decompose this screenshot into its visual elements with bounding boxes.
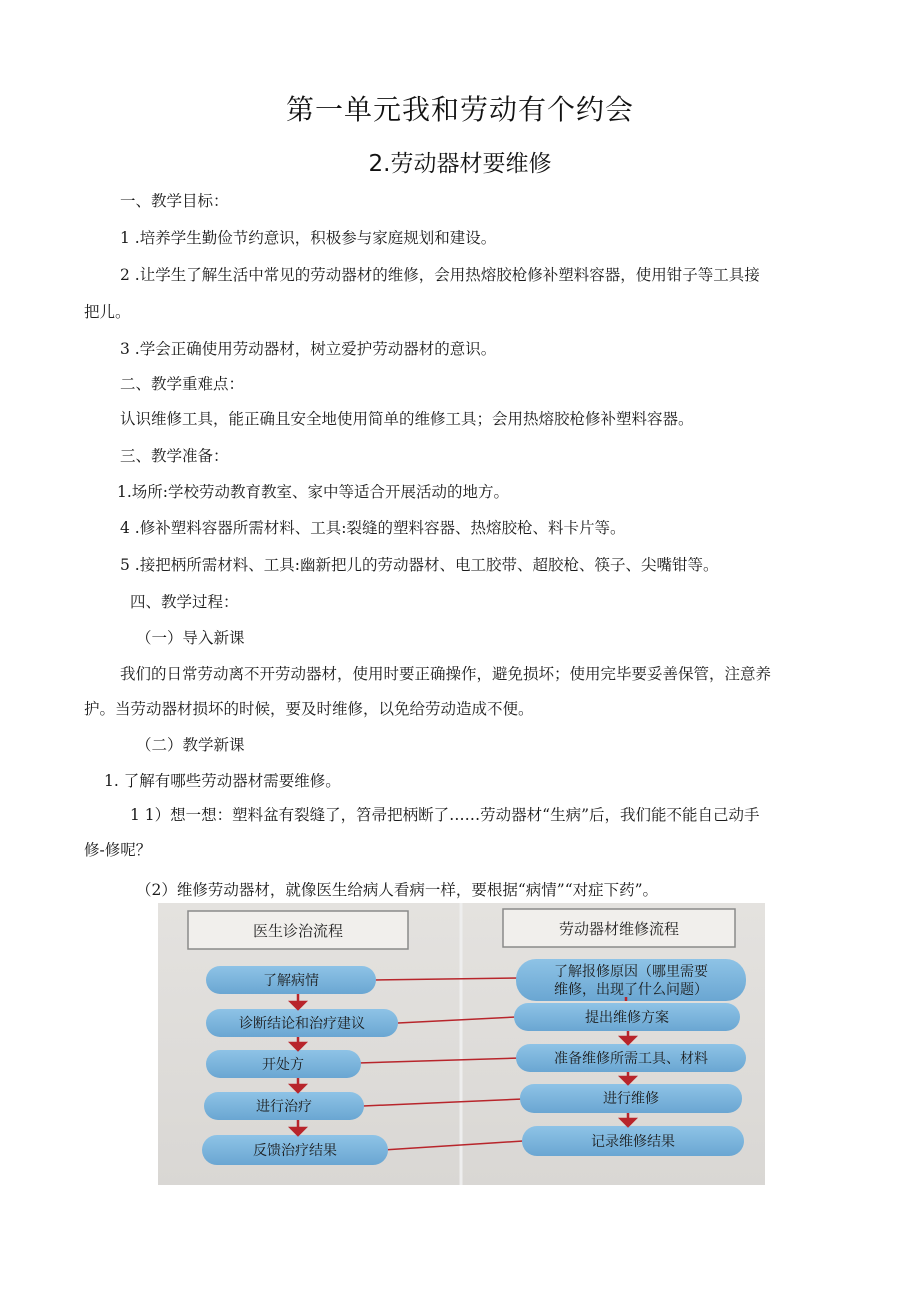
right-arrow-4 <box>621 1119 635 1126</box>
left-header: 医生诊治流程 <box>252 922 344 940</box>
intro-line-1: 我们的日常劳动离不开劳动器材，使用时要正确操作，避免损坏；使用完毕要妥善保管，注意养 <box>120 665 772 683</box>
left-step-4: 进行治疗 <box>256 1099 312 1115</box>
right-step-1-line-2: 维修，出现了什么问题） <box>554 982 708 998</box>
prep-5: 5 .接把柄所需材料、工具:幽新把儿的劳动器材、电工胶带、超胶枪、筷子、尖嘴钳等。 <box>120 556 719 574</box>
connector-3 <box>358 1058 520 1063</box>
page-title: 第一单元我和劳动有个约会 <box>285 93 634 126</box>
goal-2-line-2: 把儿。 <box>84 303 131 321</box>
left-step-5: 反馈治疗结果 <box>253 1143 337 1159</box>
connector-4 <box>363 1099 523 1106</box>
left-step-3: 开处方 <box>262 1057 304 1073</box>
prep-heading: 三、教学准备： <box>120 447 229 465</box>
left-arrow-1 <box>291 1002 305 1009</box>
left-step-1: 了解病情 <box>263 973 319 989</box>
item-1-2: （2）维修劳动器材，就像医生给病人看病一样，要根据“病情”“对症下药”。 <box>136 881 659 899</box>
right-step-4: 进行维修 <box>603 1091 659 1107</box>
left-arrow-2 <box>291 1043 305 1050</box>
item-1: 1. 了解有哪些劳动器材需要维修。 <box>104 772 341 790</box>
lesson-title: 2.劳动器材要维修 <box>368 151 552 177</box>
flowchart-diagram <box>158 903 765 1185</box>
item-1-1-line-2: 修-修呢？ <box>84 841 152 859</box>
left-arrow-3 <box>291 1085 305 1092</box>
left-step-2: 诊断结论和治疗建议 <box>239 1016 365 1032</box>
key-heading: 二、教学重难点： <box>120 375 245 393</box>
key-text: 认识维修工具，能正确且安全地使用简单的维修工具；会用热熔胶枪修补塑料容器。 <box>120 410 694 428</box>
process-heading: 四、教学过程： <box>130 593 239 611</box>
goal-3: 3 .学会正确使用劳动器材，树立爱护劳动器材的意识。 <box>120 340 497 358</box>
right-step-5: 记录维修结果 <box>591 1134 675 1150</box>
prep-1: 1.场所:学校劳动教育教室、家中等适合开展活动的地方。 <box>117 483 510 501</box>
right-step-3: 准备维修所需工具、材料 <box>554 1051 708 1067</box>
goal-1: 1 .培养学生勤俭节约意识，积极参与家庭规划和建设。 <box>120 229 497 247</box>
item-1-1-line-1: 1 1）想一想：塑料盆有裂缝了，笤帚把柄断了……劳动器材“生病”后，我们能不能自己动手 <box>130 806 760 824</box>
connector-lines <box>358 978 523 1150</box>
intro-line-2: 护。当劳动器材损坏的时候，要及时维修，以免给劳动造成不便。 <box>84 700 534 718</box>
right-arrow-3 <box>621 1077 635 1084</box>
right-header: 劳动器材维修流程 <box>558 920 680 938</box>
connector-1 <box>373 978 520 980</box>
connector-2 <box>398 1017 516 1023</box>
new-heading: （二）教学新课 <box>136 736 245 754</box>
flowchart-photo <box>158 903 765 1185</box>
right-step-1-line-1: 了解报修原因（哪里需要 <box>554 964 708 980</box>
prep-4: 4 .修补塑料容器所需材料、工具:裂缝的塑料容器、热熔胶枪、料卡片等。 <box>120 519 626 537</box>
goals-heading: 一、教学目标： <box>120 192 229 210</box>
right-step-2: 提出维修方案 <box>585 1010 669 1026</box>
connector-5 <box>383 1141 523 1150</box>
intro-heading: （一）导入新课 <box>136 629 245 647</box>
left-arrow-4 <box>291 1128 305 1135</box>
goal-2-line-1: 2 .让学生了解生活中常见的劳动器材的维修，会用热熔胶枪修补塑料容器，使用钳子等工具接 <box>120 266 760 284</box>
right-arrow-2 <box>621 1037 635 1044</box>
